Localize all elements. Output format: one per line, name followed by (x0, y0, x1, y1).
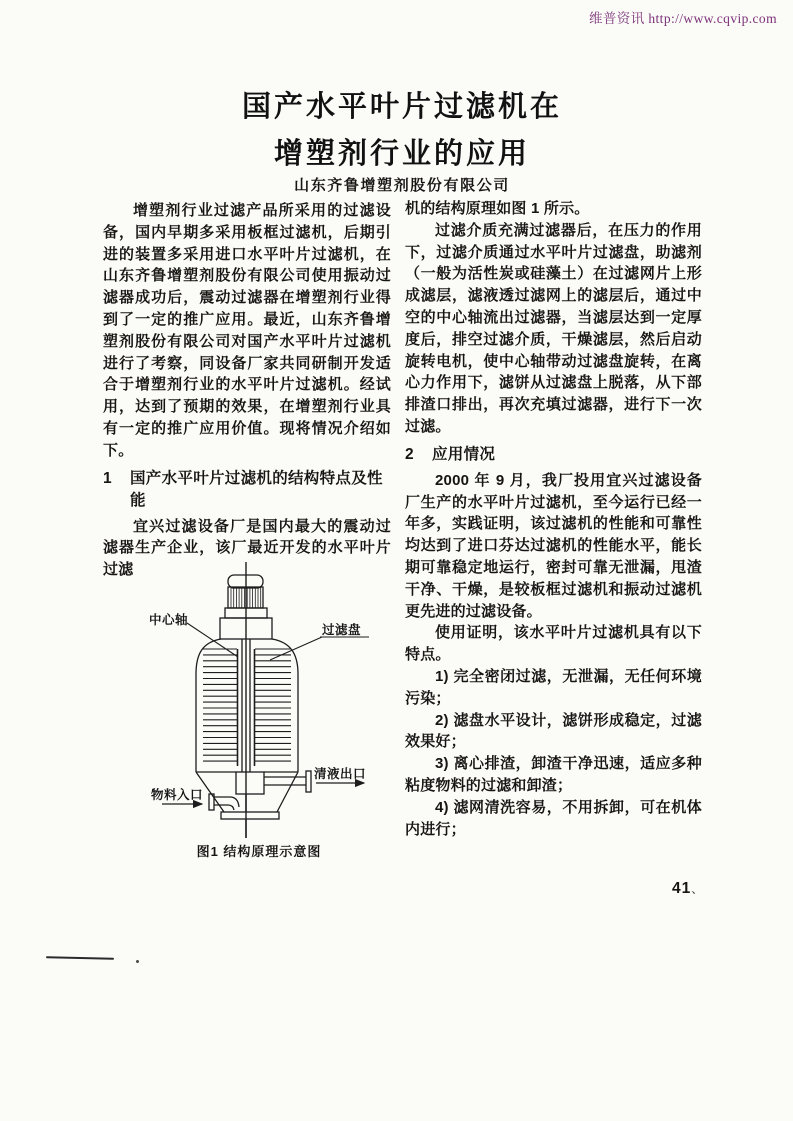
paragraph: 过滤介质充满过滤器后，在压力的作用下，过滤介质通过水平叶片过滤盘，助滤剂（一般为活性炭或硅藻土）在过滤网片上形成滤层，滤液透过滤网上的滤层后，通过中空的中心轴流出过滤器，当滤层达到一定厚度后，排空过滤介质，干燥滤层，然后启动旋转电机，使中心轴带动过滤盘旋转，在离心力作用下，滤饼从过滤盘上脱落，从下部排渣口排出，再次充填过滤器，进行下一次过滤。 (405, 221, 702, 435)
section-number: 2 (405, 445, 414, 463)
right-column (405, 198, 702, 840)
list-item: 1) 完全密闭过滤，无泄漏，无任何环境污染； (405, 667, 702, 707)
list-item: 2) 滤盘水平设计，滤饼形成稳定，过滤效果好； (405, 711, 702, 751)
outlet-block (236, 772, 264, 794)
paragraph: 机的结构原理如图 1 所示。 (405, 200, 590, 217)
page-number (672, 880, 704, 898)
label-material-inlet: 物料入口 (151, 788, 204, 802)
section-heading-1 (103, 468, 391, 512)
bottom-flange (221, 812, 279, 819)
section-title: 应用情况 (432, 445, 496, 463)
scan-artifact-dot (136, 960, 139, 963)
page-title-line2: 增塑剂行业的应用 (273, 138, 530, 170)
filter-discs-left (203, 649, 237, 761)
filter-discs-right (255, 649, 291, 761)
figure-filter-schematic (130, 556, 400, 848)
section-title: 国产水平叶片过滤机的结构特点及性能 (130, 469, 383, 509)
outlet-pipe-flange (306, 771, 311, 792)
section-heading-2 (405, 444, 702, 466)
figure-caption: 图1 结构原理示意图 (196, 844, 322, 859)
paragraph: 2000 年 9 月，我厂投用宜兴过滤设备厂生产的水平叶片过滤机，至今运行已经一年多，实践证明，该过滤机的性能和可靠性均达到了进口芬达过滤机的性能水平，能长期可靠稳定地运行，密封可靠无泄漏，甩渣干净、干燥，是较板框过滤机和振动过滤机更先进的过滤设备。 (405, 471, 702, 620)
label-clear-liquid-outlet: 清液出口 (314, 767, 367, 781)
page-title-line1: 国产水平叶片过滤机在 (241, 91, 562, 123)
label-center-shaft: 中心轴 (149, 613, 189, 627)
left-column (103, 200, 391, 581)
list-item: 4) 滤网清洗容易，不用拆卸，可在机体内进行； (405, 798, 702, 838)
page-number-mark: 、 (691, 882, 705, 896)
author-line: 山东齐鲁增塑剂股份有限公司 (294, 177, 510, 194)
page-number-value: 41 (672, 880, 692, 897)
section-number: 1 (103, 469, 112, 487)
scan-artifact-line (46, 956, 114, 959)
paragraph: 增塑剂行业过滤产品所采用的过滤设备，国内早期多采用板框过滤机，后期引进的装置多采用进口水平叶片过滤机，在山东齐鲁增塑剂股份有限公司使用振动过滤器成功后，震动过滤器在增塑剂行业得到了一定的推广应用。最近，山东齐鲁增塑剂股份有限公司对国产水平叶片过滤机进行了考察，同设备厂家共同研制开发适合于增塑剂行业的水平叶片过滤机。经试用，达到了预期的效果，在增塑剂行业具有一定的推广应用价值。现将情况介绍如下。 (103, 202, 391, 459)
label-filter-disc: 过滤盘 (322, 623, 362, 637)
watermark-text: 维普资讯 http://www.cqvip.com (589, 11, 777, 26)
outlet-pipe (264, 777, 306, 785)
paragraph: 使用证明，该水平叶片过滤机具有以下特点。 (405, 624, 702, 664)
center-shaft-leader (187, 623, 238, 657)
vessel-shell (196, 639, 298, 772)
paragraph: 宜兴过滤设备厂是国内最大的震动过滤器生产企业，该厂最近开发的水平叶片过滤 (103, 517, 391, 579)
list-item: 3) 离心排渣，卸渣干净迅速，适应多种粘度物料的过滤和卸渣； (405, 755, 702, 794)
